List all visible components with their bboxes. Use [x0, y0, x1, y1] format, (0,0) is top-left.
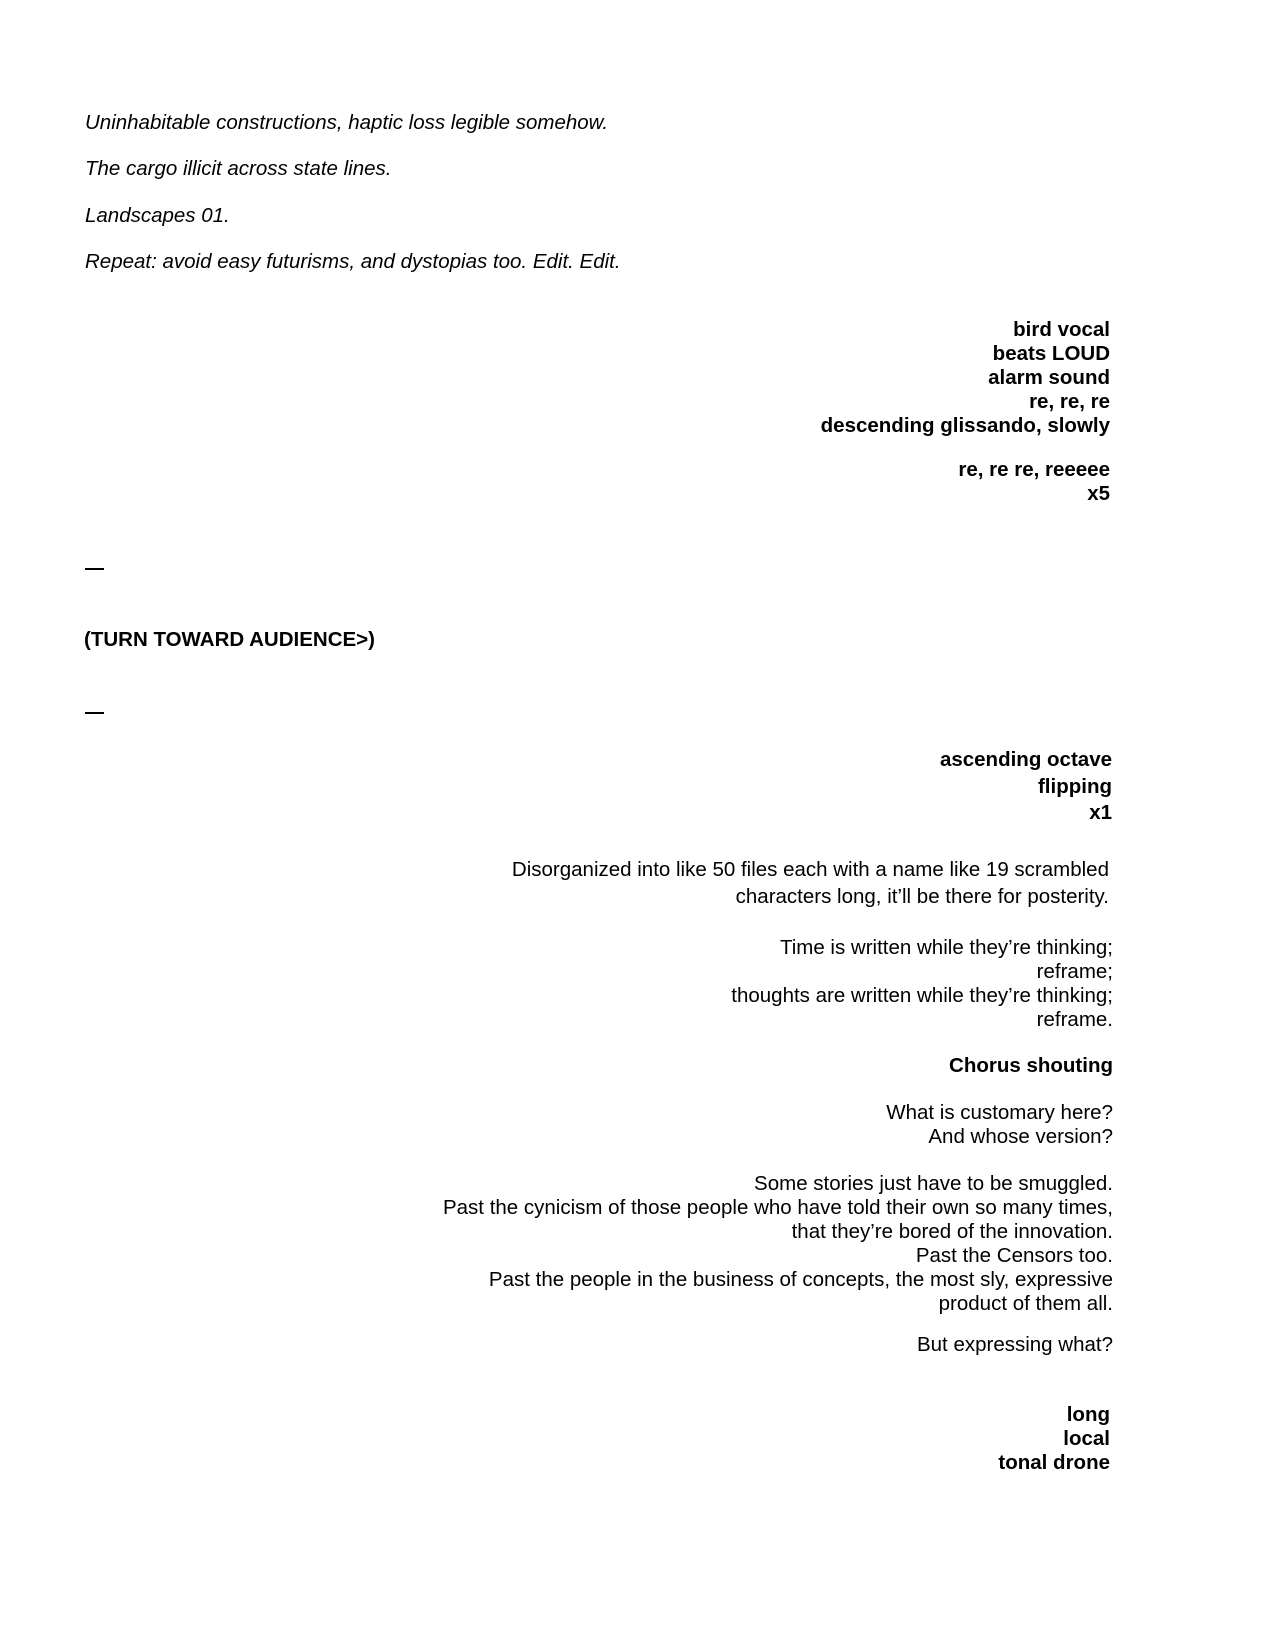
paragraph-line: What is customary here?	[886, 1101, 1113, 1124]
paragraph-smuggled	[443, 1172, 1113, 1316]
cue-line: local	[1063, 1427, 1110, 1450]
paragraph-line: And whose version?	[928, 1125, 1113, 1148]
sound-cue-2	[940, 746, 1112, 826]
cue-line: bird vocal	[1013, 318, 1110, 341]
paragraph-line: Past the Censors too.	[915, 1244, 1113, 1267]
cue-line: x1	[1089, 801, 1112, 824]
paragraph-line: characters long, it’ll be there for posterity.	[735, 885, 1109, 908]
note-line: The cargo illicit across state lines.	[85, 157, 392, 180]
cue-line: re, re re, reeeee	[958, 458, 1110, 481]
sound-cue-1-repeat	[958, 458, 1110, 506]
cue-line: flipping	[1037, 775, 1112, 798]
paragraph-line: But expressing what?	[916, 1333, 1113, 1356]
section-divider	[85, 712, 104, 714]
section-divider	[85, 568, 104, 570]
sound-cue-1	[821, 318, 1110, 438]
cue-line: descending glissando, slowly	[820, 414, 1110, 437]
paragraph-line: thoughts are written while they’re thinking;	[731, 984, 1113, 1007]
paragraph-line: Past the cynicism of those people who have told their own so many times,	[442, 1196, 1113, 1219]
chorus-heading	[949, 1054, 1113, 1078]
cue-line: long	[1066, 1403, 1110, 1426]
cue-line: beats LOUD	[992, 342, 1110, 365]
chorus-heading-text: Chorus shouting	[949, 1054, 1113, 1077]
cue-line: x5	[1087, 482, 1110, 505]
cue-line: tonal drone	[998, 1451, 1110, 1474]
cue-line: alarm sound	[988, 366, 1110, 389]
paragraph-line: Past the people in the business of concepts, the most sly, expressive	[488, 1268, 1113, 1291]
paragraph-line: reframe;	[1036, 960, 1113, 983]
sound-cue-3	[998, 1403, 1110, 1475]
paragraph-line: reframe.	[1036, 1008, 1113, 1031]
paragraph-files	[512, 856, 1109, 910]
paragraph-customary	[886, 1101, 1113, 1149]
paragraph-line: that they’re bored of the innovation.	[791, 1220, 1113, 1243]
cue-line: re, re, re	[1029, 390, 1110, 413]
paragraph-question	[917, 1333, 1113, 1357]
stage-direction: (TURN TOWARD AUDIENCE>)	[84, 628, 375, 651]
note-line: Landscapes 01.	[85, 204, 230, 227]
note-line: Uninhabitable constructions, haptic loss legible somehow.	[85, 111, 609, 134]
paragraph-line: product of them all.	[938, 1292, 1113, 1315]
paragraph-time	[731, 936, 1113, 1032]
note-line: Repeat: avoid easy futurisms, and dystopias too. Edit. Edit.	[85, 250, 621, 273]
cue-line: ascending octave	[939, 748, 1112, 771]
paragraph-line: Some stories just have to be smuggled.	[754, 1172, 1113, 1195]
paragraph-line: Time is written while they’re thinking;	[779, 936, 1113, 959]
paragraph-line: Disorganized into like 50 files each with a name like 19 scrambled	[511, 858, 1109, 881]
